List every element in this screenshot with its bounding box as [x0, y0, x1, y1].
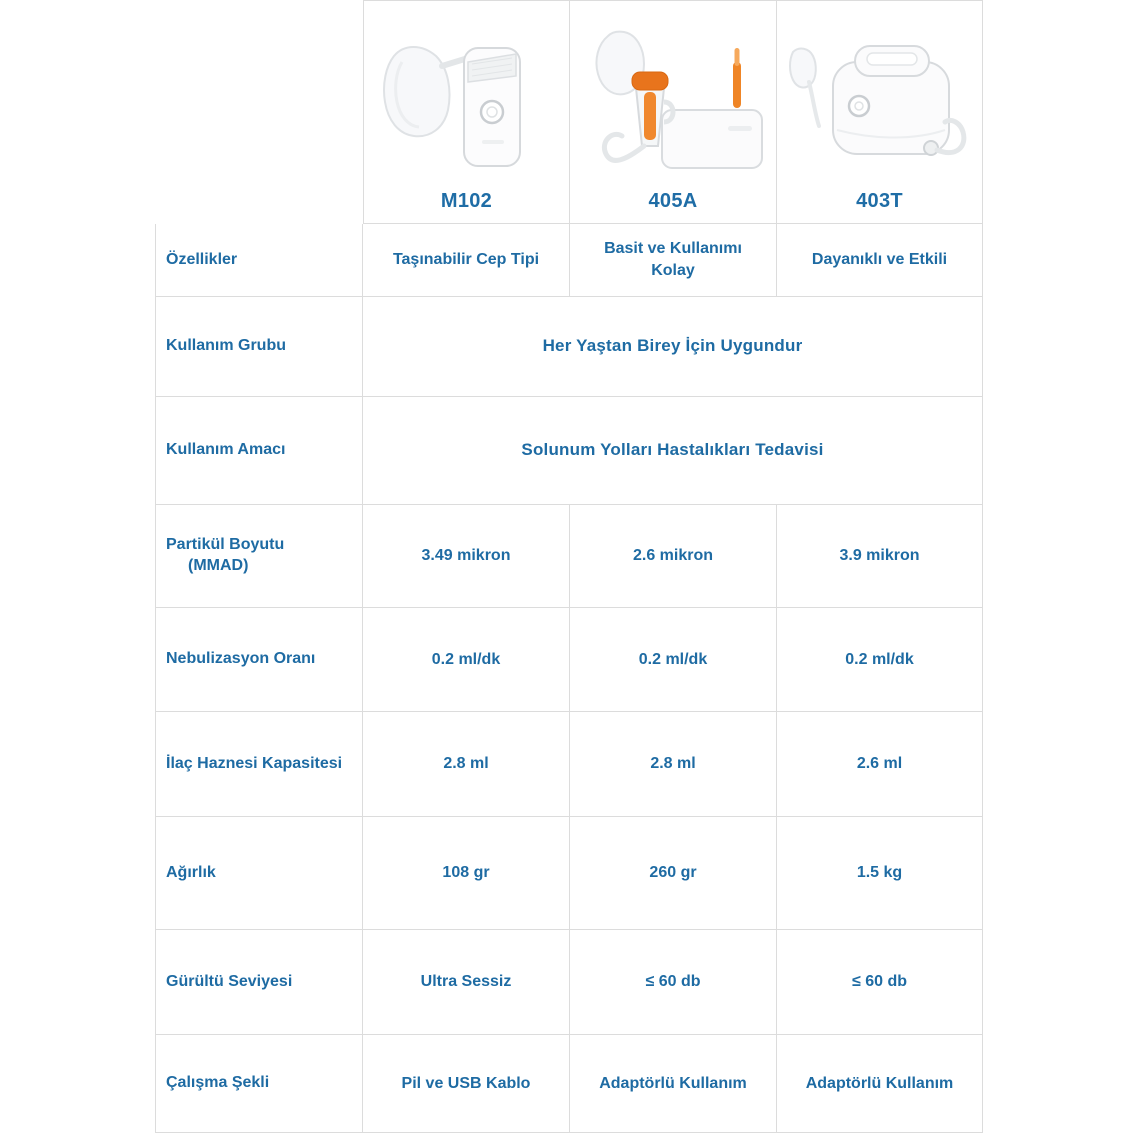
product-image-m102 — [372, 18, 562, 186]
value-power-403t: Adaptörlü Kullanım — [777, 1035, 983, 1133]
product-image-403t — [785, 18, 975, 186]
value-noise-403t: ≤ 60 db — [777, 930, 983, 1035]
product-cell-405a — [570, 0, 777, 224]
value-power-405a: Adaptörlü Kullanım — [570, 1035, 777, 1133]
product-cell-m102 — [363, 0, 570, 224]
value-noise-405a: ≤ 60 db — [570, 930, 777, 1035]
value-particle-403t: 3.9 mikron — [777, 505, 983, 608]
value-weight-403t: 1.5 kg — [777, 817, 983, 930]
row-label-particle-size: Partikül Boyutu (MMAD) — [155, 505, 363, 608]
value-particle-m102: 3.49 mikron — [363, 505, 570, 608]
value-neb-rate-405a: 0.2 ml/dk — [570, 608, 777, 712]
value-weight-m102: 108 gr — [363, 817, 570, 930]
product-name-m102: M102 — [440, 190, 493, 212]
row-label-nebulization-rate: Nebulizasyon Oranı — [155, 608, 363, 712]
row-label-power-mode: Çalışma Şekli — [155, 1035, 363, 1133]
product-name-403t: 403T — [856, 190, 903, 212]
row-label-weight: Ağırlık — [155, 817, 363, 930]
product-cell-403t — [777, 0, 983, 224]
row-label-purpose: Kullanım Amacı — [155, 397, 363, 505]
row-label-noise-level: Gürültü Seviyesi — [155, 930, 363, 1035]
value-neb-rate-403t: 0.2 ml/dk — [777, 608, 983, 712]
value-neb-rate-m102: 0.2 ml/dk — [363, 608, 570, 712]
comparison-table — [155, 0, 985, 1133]
value-user-group-all: Her Yaştan Birey İçin Uygundur — [363, 297, 983, 397]
value-capacity-m102: 2.8 ml — [363, 712, 570, 817]
value-power-m102: Pil ve USB Kablo — [363, 1035, 570, 1133]
value-weight-405a: 260 gr — [570, 817, 777, 930]
value-particle-405a: 2.6 mikron — [570, 505, 777, 608]
product-name-405a: 405A — [648, 190, 698, 212]
value-features-403t: Dayanıklı ve Etkili — [777, 224, 983, 297]
value-purpose-all: Solunum Yolları Hastalıkları Tedavisi — [363, 397, 983, 505]
empty-corner-cell — [155, 0, 363, 224]
product-image-405a — [578, 18, 768, 186]
value-capacity-405a: 2.8 ml — [570, 712, 777, 817]
value-noise-m102: Ultra Sessiz — [363, 930, 570, 1035]
value-features-405a: Basit ve Kullanımı Kolay — [570, 224, 777, 297]
row-label-features: Özellikler — [155, 224, 363, 297]
row-label-user-group: Kullanım Grubu — [155, 297, 363, 397]
value-capacity-403t: 2.6 ml — [777, 712, 983, 817]
value-features-m102: Taşınabilir Cep Tipi — [363, 224, 570, 297]
row-label-capacity: İlaç Haznesi Kapasitesi — [155, 712, 363, 817]
